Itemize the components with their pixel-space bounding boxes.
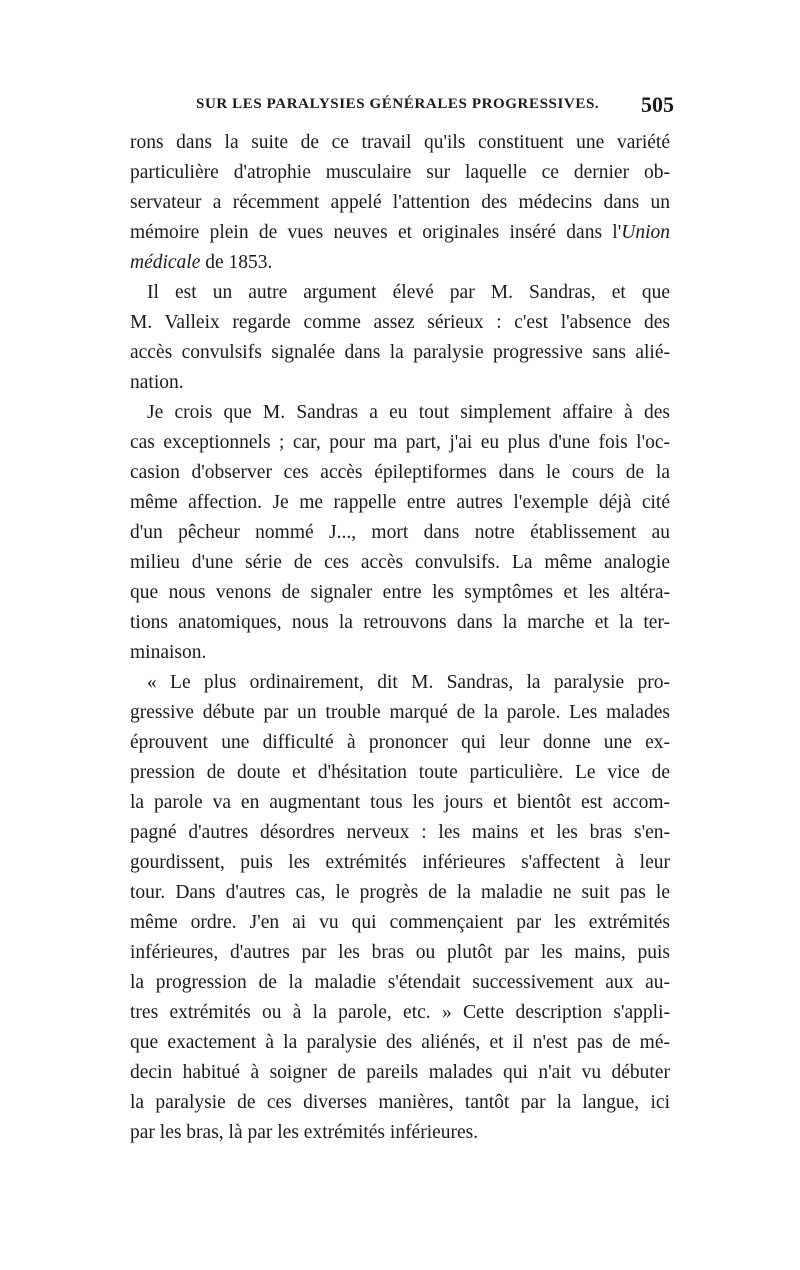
text-line: la parole va en augmentant tous les jours et bientôt est accom- (130, 792, 670, 813)
text-line: Il est un autre argument élevé par M. Sandras, et que (147, 282, 670, 303)
text-line: la progression de la maladie s'étendait successivement aux au- (130, 972, 670, 993)
text-line (130, 218, 670, 248)
text-line: milieu d'une série de ces accès convulsifs. La même analogie (130, 552, 670, 573)
text-line: M. Valleix regarde comme assez sérieux : c'est l'absence des (130, 312, 670, 333)
text-line: Je crois que M. Sandras a eu tout simplement affaire à des (147, 402, 670, 423)
text-line: gourdissent, puis les extrémités inférieures s'affectent à leur (130, 852, 670, 873)
text-line: particulière d'atrophie musculaire sur laquelle ce dernier ob- (130, 162, 670, 183)
text-line: « Le plus ordinairement, dit M. Sandras, la paralysie pro- (147, 672, 670, 693)
text-segment: mémoire plein de vues neuves et originales inséré dans l' (130, 222, 622, 243)
text-line: la paralysie de ces diverses manières, tantôt par la langue, ici (130, 1092, 670, 1113)
text-line: pagné d'autres désordres nerveux : les mains et les bras s'en- (130, 822, 670, 843)
text-line: même affection. Je me rappelle entre autres l'exemple déjà cité (130, 492, 670, 513)
text-line: tions anatomiques, nous la retrouvons dans la marche et la ter- (130, 612, 670, 633)
text-line: rons dans la suite de ce travail qu'ils constituent une variété (130, 132, 670, 153)
text-line: gressive débute par un trouble marqué de la parole. Les malades (130, 702, 670, 723)
text-line: casion d'observer ces accès épileptiformes dans le cours de la (130, 462, 670, 483)
text-line: tour. Dans d'autres cas, le progrès de la maladie ne suit pas le (130, 882, 670, 903)
text-line: que nous venons de signaler entre les symptômes et les altéra- (130, 582, 670, 603)
text-segment: de 1853. (200, 252, 273, 273)
text-line: accès convulsifs signalée dans la paralysie progressive sans alié- (130, 342, 670, 363)
running-header (196, 93, 674, 119)
text-line: tres extrémités ou à la parole, etc. » Cette description s'appli- (130, 1002, 670, 1023)
text-line (130, 248, 670, 278)
text-line: decin habitué à soigner de pareils malades qui n'ait vu débuter (130, 1062, 670, 1083)
italic-term-medicale: médicale (130, 252, 201, 273)
italic-term-union: Union (621, 222, 670, 243)
text-line: que exactement à la paralysie des aliénés, et il n'est pas de mé- (130, 1032, 670, 1053)
text-line: éprouvent une difficulté à prononcer qui leur donne une ex- (130, 732, 670, 753)
text-line: cas exceptionnels ; car, pour ma part, j'ai eu plus d'une fois l'oc- (130, 432, 670, 453)
text-line: servateur a récemment appelé l'attention des médecins dans un (130, 192, 670, 213)
text-line: par les bras, là par les extrémités inférieures. (130, 1122, 479, 1143)
text-line: même ordre. J'en ai vu qui commençaient par les extrémités (130, 912, 670, 933)
text-line: nation. (130, 372, 184, 393)
text-line: pression de doute et d'hésitation toute particulière. Le vice de (130, 762, 670, 783)
text-line: d'un pêcheur nommé J..., mort dans notre établissement au (130, 522, 670, 543)
running-title: SUR LES PARALYSIES GÉNÉRALES PROGRESSIVES. (196, 96, 600, 112)
page-number: 505 (641, 92, 674, 117)
text-line: minaison. (130, 642, 207, 663)
text-line: inférieures, d'autres par les bras ou plutôt par les mains, puis (130, 942, 670, 963)
